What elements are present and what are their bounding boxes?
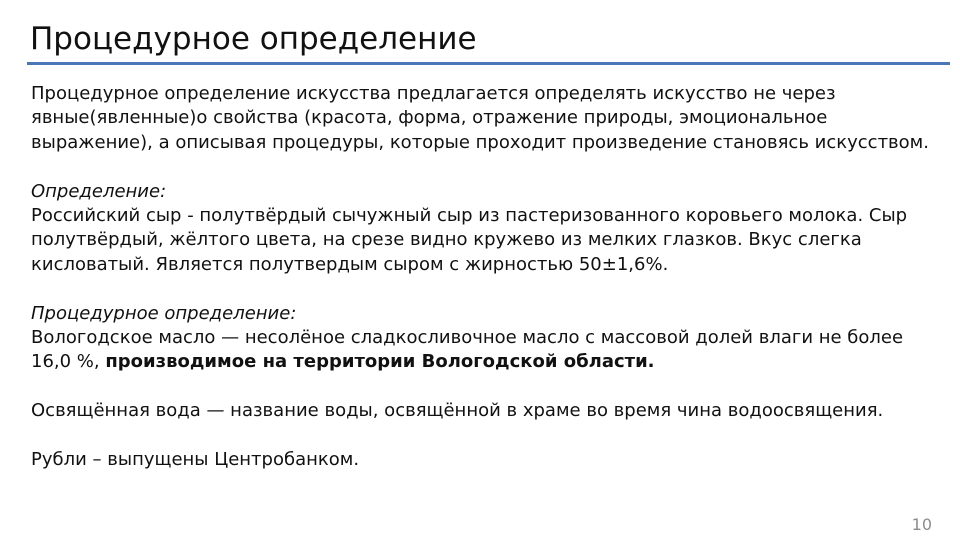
title-divider (27, 62, 950, 65)
slide-title: Процедурное определение (30, 21, 477, 57)
procedural-text-plain: Вологодское масло — несолёное сладкосливочное масло с массовой долей влаги не более 16,0 %, (31, 327, 904, 373)
paragraph-spacer (31, 424, 936, 448)
paragraph-spacer (31, 375, 936, 399)
rubles-paragraph: Рубли – выпущены Центробанком. (31, 449, 360, 471)
definition-label: Определение: (31, 180, 167, 202)
paragraph-spacer (31, 155, 936, 179)
intro-paragraph: Процедурное определение искусства предлагается определять искусство не через явные(явленные)о свойства (красота, форма, отражение природы, эмоциональное выражение), а описывая процедуры, которые проходит произведение становясь искусством. (31, 83, 929, 153)
definition-paragraph: Российский сыр - полутвёрдый сычужный сыр из пастеризованного коровьего молока. Сыр полутвёрдый, жёлтого цвета, на срезе видно кружево из мелких глазков. Вкус слегка кисловатый. Является полутвердым сыром с жирностью 50±1,6%. (31, 205, 908, 275)
page-number: 10 (911, 515, 932, 534)
paragraph-spacer (31, 277, 936, 301)
procedural-definition-label: Процедурное определение: (31, 302, 297, 324)
procedural-text-bold: производимое на территории Вологодской области. (105, 351, 655, 373)
slide-body (31, 82, 936, 472)
procedural-definition-paragraph (31, 326, 936, 375)
holy-water-paragraph: Освящённая вода — название воды, освящённой в храме во время чина водоосвящения. (31, 400, 884, 422)
